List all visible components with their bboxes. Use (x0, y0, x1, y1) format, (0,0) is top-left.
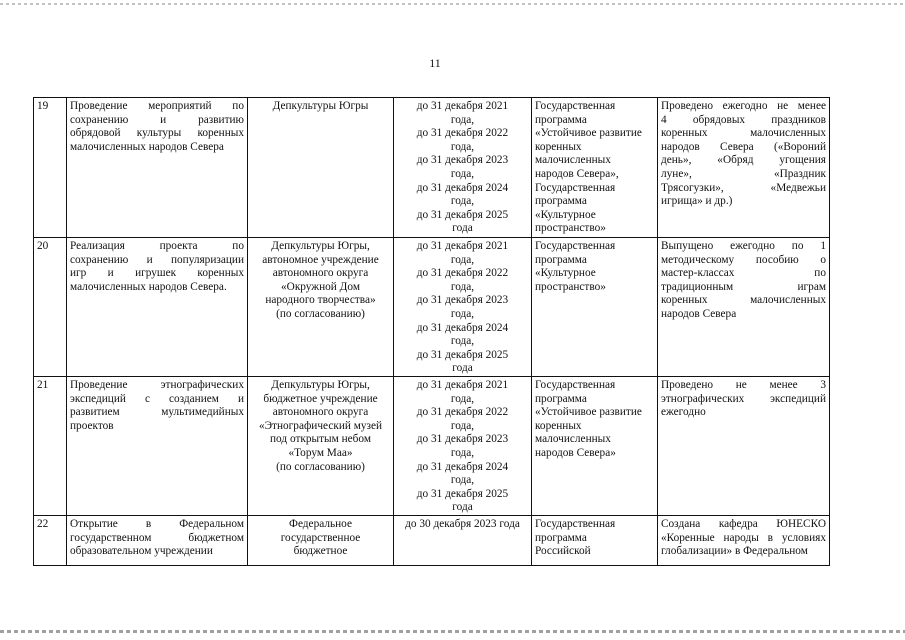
executor-text-line: автономное учреждение (262, 253, 379, 266)
program-text-line: коренных (535, 140, 582, 153)
executor-text-line: Депкультуры Югры (272, 100, 369, 112)
event-text-line: образовательном учреждении (70, 545, 213, 558)
executor-text-line: «Этнографический музей (258, 419, 383, 432)
deadline-text-line: года, (450, 253, 475, 266)
table-row (34, 238, 830, 377)
executor-text-line: автономного округа (272, 406, 369, 419)
executor-text-line: (по согласованию) (276, 460, 365, 473)
deadline-text-line: года, (450, 474, 475, 487)
program-text-line: малочисленных (535, 433, 611, 446)
executor-cell (248, 376, 394, 515)
executor-text-line: бюджетное (293, 545, 348, 558)
executor-text-line: Федеральное (289, 517, 352, 530)
result-text-line: этнографических экспедиций (661, 392, 826, 405)
result-text-line: день», «Обряд угощения (661, 154, 826, 167)
event-text-line: развитием мультимедийных (70, 406, 244, 419)
event-text-line: сохранению и развитию (70, 113, 244, 126)
result-cell (658, 238, 830, 377)
program-text-line: «Культурное (535, 208, 596, 221)
program-text-line: Государственная (535, 240, 616, 252)
event-text-line: малочисленных народов Севера (70, 140, 224, 153)
executor-text-line: под открытым небом (270, 433, 371, 446)
deadline-text-line: до 31 декабря 2023 (416, 433, 509, 446)
result-text-line: коренных малочисленных (661, 294, 826, 307)
deadline-text-line: до 30 декабря 2023 года (405, 517, 520, 530)
event-text-line: Открытие в Федеральном (70, 517, 244, 530)
result-text-line: коренных малочисленных (661, 127, 826, 140)
executor-text-line: «Торум Маа» (288, 446, 353, 459)
event-text-line: государственном бюджетном (70, 531, 244, 544)
table-row (34, 515, 830, 565)
result-text-line: народов Севера («Вороний (661, 140, 826, 153)
deadline-text-line: до 31 декабря 2021 (416, 378, 509, 391)
executor-text-line: автономного округа (272, 267, 369, 280)
deadline-text-line: года, (450, 419, 475, 432)
deadline-text-line: года, (450, 140, 475, 153)
deadline-text-line: до 31 декабря 2024 (416, 181, 509, 194)
executor-text-line: Депкультуры Югры, (271, 240, 370, 252)
program-text-line: народов Севера», (535, 167, 619, 180)
result-text-line: мастер-классах по (661, 267, 826, 280)
deadline-text-line: до 31 декабря 2022 (416, 127, 509, 140)
measures-table (33, 97, 830, 566)
row-number: 21 (34, 376, 67, 515)
deadline-text-line: до 31 декабря 2022 (416, 406, 509, 419)
event-cell (67, 376, 248, 515)
program-text-line: программа (535, 113, 587, 126)
program-text-line: Государственная (535, 378, 616, 391)
result-text-line: Выпущено ежегодно по 1 (661, 240, 826, 252)
deadline-text-line: до 31 декабря 2022 (416, 267, 509, 280)
deadline-text-line: до 31 декабря 2021 (416, 240, 509, 252)
program-text-line: коренных (535, 419, 582, 432)
deadline-text-line: до 31 декабря 2023 (416, 294, 509, 307)
result-text-line: народов Севера (661, 307, 737, 320)
executor-text-line: народного творчества» (265, 294, 376, 307)
result-text-line: Проведено ежегодно не менее (661, 100, 826, 112)
program-text-line: Государственная (535, 181, 616, 194)
deadline-text-line: года (452, 501, 473, 514)
event-text-line: экспедиций с созданием и (70, 392, 244, 405)
event-cell (67, 515, 248, 565)
program-text-line: «Устойчивое развитие (535, 127, 642, 140)
event-cell (67, 98, 248, 238)
deadline-cell (394, 238, 532, 377)
row-number: 19 (34, 98, 67, 238)
deadline-cell (394, 376, 532, 515)
deadline-text-line: года, (450, 446, 475, 459)
row-number: 20 (34, 238, 67, 377)
table-row (34, 98, 830, 238)
deadline-text-line: до 31 декабря 2025 (416, 348, 509, 361)
executor-cell (248, 238, 394, 377)
executor-cell (248, 515, 394, 565)
deadline-text-line: года, (450, 392, 475, 405)
deadline-text-line: года, (450, 167, 475, 180)
deadline-text-line: до 31 декабря 2021 (416, 100, 509, 112)
deadline-text-line: года, (450, 335, 475, 348)
program-text-line: пространство» (535, 280, 606, 293)
executor-text-line: государственное (280, 531, 361, 544)
row-number: 22 (34, 515, 67, 565)
deadline-text-line: до 31 декабря 2023 (416, 154, 509, 167)
executor-text-line: бюджетное учреждение (263, 392, 378, 405)
deadline-cell (394, 98, 532, 238)
program-text-line: Государственная (535, 100, 616, 112)
result-text-line: игрища» и др.) (661, 195, 733, 208)
program-text-line: Российской (535, 545, 591, 558)
program-text-line: пространство» (535, 222, 606, 235)
result-text-line: луне», «Праздник (661, 167, 826, 180)
event-text-line: игр и игрушек коренных (70, 267, 244, 280)
event-cell (67, 238, 248, 377)
result-cell (658, 98, 830, 238)
deadline-text-line: до 31 декабря 2025 (416, 208, 509, 221)
program-text-line: программа (535, 253, 587, 266)
deadline-cell (394, 515, 532, 565)
program-text-line: «Культурное (535, 267, 596, 280)
page-number: 11 (429, 56, 441, 70)
result-text-line: 4 обрядовых праздников (661, 113, 826, 126)
deadline-text-line: года, (450, 307, 475, 320)
result-text-line: Проведено не менее 3 (661, 378, 826, 391)
event-text-line: Проведение мероприятий по (70, 100, 244, 112)
event-text-line: проектов (70, 419, 114, 432)
program-cell (532, 238, 658, 377)
measures-table-body (34, 98, 830, 566)
program-cell (532, 376, 658, 515)
event-text-line: Реализация проекта по (70, 240, 244, 252)
result-text-line: традиционным играм (661, 280, 826, 293)
result-cell (658, 515, 830, 565)
deadline-text-line: года (452, 222, 473, 235)
event-text-line: малочисленных народов Севера. (70, 280, 227, 293)
deadline-text-line: года (452, 362, 473, 375)
table-row (34, 376, 830, 515)
deadline-text-line: до 31 декабря 2024 (416, 321, 509, 334)
program-text-line: программа (535, 195, 587, 208)
program-text-line: «Устойчивое развитие (535, 406, 642, 419)
result-text-line: глобализации» в Федеральном (661, 545, 808, 558)
deadline-text-line: года, (450, 113, 475, 126)
executor-text-line: (по согласованию) (276, 307, 365, 320)
deadline-text-line: до 31 декабря 2025 (416, 487, 509, 500)
event-text-line: Проведение этнографических (70, 378, 244, 391)
scan-edge-bottom (0, 630, 905, 633)
event-text-line: сохранению и популяризации (70, 253, 244, 266)
program-text-line: Государственная (535, 517, 616, 530)
program-text-line: программа (535, 392, 587, 405)
result-text-line: Трясогузки», «Медвежьи (661, 181, 826, 194)
program-cell (532, 515, 658, 565)
executor-text-line: «Окружной Дом (281, 280, 360, 293)
deadline-text-line: до 31 декабря 2024 (416, 460, 509, 473)
program-text-line: малочисленных (535, 154, 611, 167)
result-text-line: ежегодно (661, 406, 706, 419)
result-text-line: методическому пособию о (661, 253, 826, 266)
scan-edge-top (0, 3, 905, 5)
program-text-line: народов Севера» (535, 446, 616, 459)
executor-text-line: Депкультуры Югры, (271, 378, 370, 391)
result-text-line: Создана кафедра ЮНЕСКО (661, 517, 826, 530)
deadline-text-line: года, (450, 195, 475, 208)
event-text-line: обрядовой культуры коренных (70, 127, 244, 140)
program-text-line: программа (535, 531, 587, 544)
deadline-text-line: года, (450, 280, 475, 293)
program-cell (532, 98, 658, 238)
result-cell (658, 376, 830, 515)
executor-cell (248, 98, 394, 238)
result-text-line: «Коренные народы в условиях (661, 531, 826, 544)
